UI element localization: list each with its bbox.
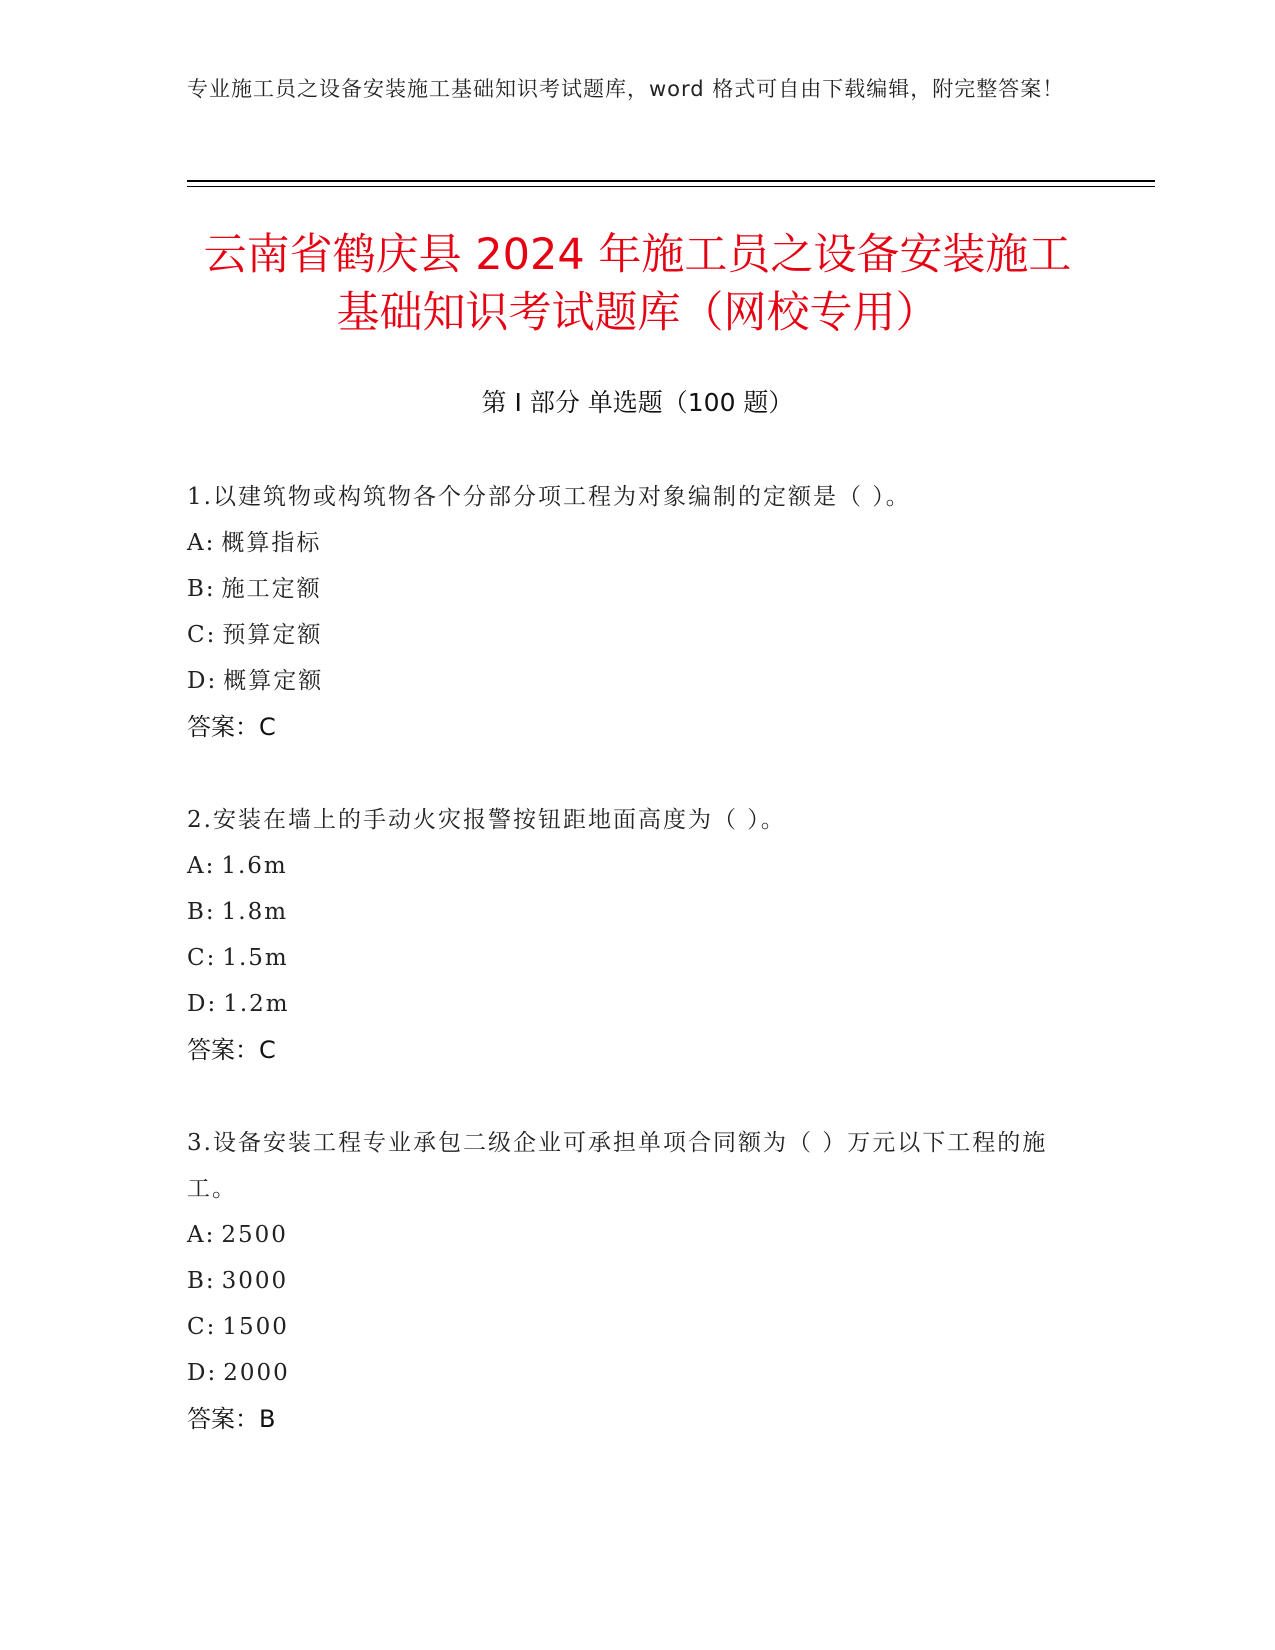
option-d bbox=[187, 1350, 1087, 1396]
option-letter: A: bbox=[187, 853, 216, 879]
document-title bbox=[150, 226, 1125, 342]
option-text: 预算定额 bbox=[222, 622, 323, 648]
option-d bbox=[187, 981, 1087, 1027]
section-heading: 第 I 部分 单选题（100 题） bbox=[481, 388, 794, 417]
option-d bbox=[187, 658, 1087, 704]
option-text: 1.2m bbox=[223, 991, 290, 1017]
option-letter: B: bbox=[187, 899, 216, 925]
answer-line: 答案：B bbox=[187, 1405, 276, 1433]
question-1 bbox=[187, 474, 1087, 750]
option-text: 3000 bbox=[221, 1268, 289, 1294]
option-c bbox=[187, 612, 1087, 658]
option-b bbox=[187, 889, 1087, 935]
option-text: 2000 bbox=[223, 1360, 290, 1386]
option-letter: A: bbox=[187, 1222, 216, 1248]
option-b bbox=[187, 566, 1087, 612]
option-text: 1.8m bbox=[221, 899, 289, 925]
question-stem: 2.安装在墙上的手动火灾报警按钮距地面高度为（ ）。 bbox=[187, 807, 786, 833]
option-letter: C: bbox=[187, 622, 217, 648]
option-a bbox=[187, 1212, 1087, 1258]
header-note: 专业施工员之设备安装施工基础知识考试题库，word 格式可自由下载编辑，附完整答案！ bbox=[187, 77, 1065, 101]
option-text: 概算定额 bbox=[223, 668, 324, 694]
option-c bbox=[187, 1304, 1087, 1350]
option-letter: B: bbox=[187, 1268, 216, 1294]
option-text: 施工定额 bbox=[221, 576, 322, 602]
header-rule-thick bbox=[187, 180, 1155, 182]
option-text: 1500 bbox=[222, 1314, 289, 1340]
option-c bbox=[187, 935, 1087, 981]
answer-line: 答案：C bbox=[187, 713, 276, 741]
question-2 bbox=[187, 797, 1087, 1073]
option-a bbox=[187, 520, 1087, 566]
option-text: 1.6m bbox=[221, 853, 288, 879]
title-line-2: 基础知识考试题库（网校专用） bbox=[336, 288, 939, 338]
question-stem: 3.设备安装工程专业承包二级企业可承担单项合同额为（ ）万元以下工程的施工。 bbox=[187, 1130, 1048, 1202]
option-letter: C: bbox=[187, 1314, 217, 1340]
option-text: 概算指标 bbox=[221, 530, 322, 556]
title-line-1: 云南省鹤庆县 2024 年施工员之设备安装施工 bbox=[203, 230, 1072, 280]
option-text: 2500 bbox=[221, 1222, 288, 1248]
option-a bbox=[187, 843, 1087, 889]
answer-line: 答案：C bbox=[187, 1036, 276, 1064]
option-b bbox=[187, 1258, 1087, 1304]
question-3 bbox=[187, 1120, 1087, 1442]
option-letter: D: bbox=[187, 991, 218, 1017]
header-rule-thin bbox=[187, 186, 1155, 187]
option-letter: D: bbox=[187, 1360, 218, 1386]
option-letter: A: bbox=[187, 530, 216, 556]
option-letter: C: bbox=[187, 945, 217, 971]
question-stem: 1.以建筑物或构筑物各个分部分项工程为对象编制的定额是（ ）。 bbox=[187, 484, 911, 510]
option-letter: B: bbox=[187, 576, 216, 602]
option-letter: D: bbox=[187, 668, 218, 694]
question-list bbox=[187, 474, 1087, 1489]
option-text: 1.5m bbox=[222, 945, 289, 971]
